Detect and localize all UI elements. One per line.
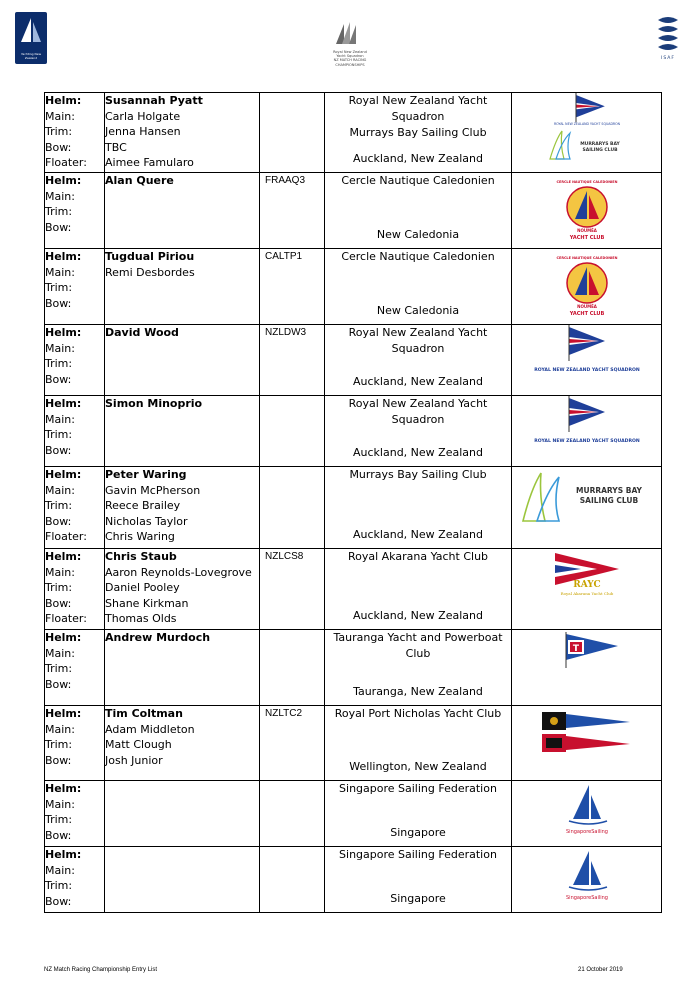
role-label: Helm: bbox=[45, 468, 82, 481]
role-label: Main: bbox=[45, 863, 75, 877]
cnc-logo bbox=[555, 173, 619, 243]
right-logo-text: ISAF bbox=[661, 56, 675, 61]
sail-icon bbox=[15, 12, 47, 52]
role-label: Bow: bbox=[45, 220, 72, 234]
names-cell bbox=[105, 781, 260, 847]
role-label: Main: bbox=[45, 722, 75, 736]
rpnyc-logo bbox=[532, 706, 642, 756]
role-label: Trim: bbox=[45, 499, 73, 513]
club-name-line: Murrays Bay Sailing Club bbox=[349, 126, 487, 139]
roles-cell bbox=[45, 847, 105, 913]
sail-code-cell bbox=[260, 396, 325, 467]
crew-name: Gavin McPherson bbox=[105, 483, 201, 497]
crew-name: Chris Staub bbox=[105, 550, 177, 563]
club-name-line: Royal Port Nicholas Yacht Club bbox=[334, 707, 502, 720]
role-label: Main: bbox=[45, 483, 75, 497]
entry-row bbox=[45, 549, 662, 630]
club-cell bbox=[325, 467, 512, 549]
club-location: New Caledonia bbox=[376, 304, 460, 317]
role-label: Trim: bbox=[45, 428, 73, 442]
entry-row bbox=[45, 93, 662, 173]
sail-icon bbox=[523, 473, 545, 521]
role-label: Bow: bbox=[45, 677, 72, 691]
club-location: New Caledonia bbox=[376, 228, 460, 241]
club-name-line: Cercle Nautique Caledonien bbox=[341, 174, 495, 187]
club-cell bbox=[325, 325, 512, 396]
entry-row bbox=[45, 249, 662, 325]
logo-caption: MURRARYS BAY bbox=[575, 486, 642, 495]
role-label: Helm: bbox=[45, 250, 82, 263]
role-label: Main: bbox=[45, 265, 75, 279]
role-label: Helm: bbox=[45, 782, 82, 795]
crew-name: Susannah Pyatt bbox=[105, 94, 203, 107]
sail-code-cell bbox=[260, 173, 325, 249]
murrays-bay-logo bbox=[517, 467, 657, 523]
roles-cell bbox=[45, 781, 105, 847]
center-logo-line: NZ MATCH RACING bbox=[333, 58, 367, 63]
sail-code-cell bbox=[260, 325, 325, 396]
club-name-line: Royal New Zealand Yacht bbox=[348, 397, 488, 410]
role-label: Helm: bbox=[45, 550, 82, 563]
club-logo-cell bbox=[512, 781, 662, 847]
entry-row bbox=[45, 781, 662, 847]
sail-icon bbox=[573, 785, 589, 819]
sail-code: FRAAQ3 bbox=[265, 175, 306, 186]
entry-list-table bbox=[44, 92, 662, 913]
ssf-logo bbox=[557, 781, 617, 837]
role-label: Bow: bbox=[45, 514, 72, 528]
logo-caption: NOUMÉA bbox=[576, 304, 597, 309]
club-name-line: Cercle Nautique Caledonien bbox=[341, 250, 495, 263]
roles-cell bbox=[45, 467, 105, 549]
role-label: Helm: bbox=[45, 326, 82, 339]
rnzys-logo bbox=[527, 396, 647, 446]
names-cell bbox=[105, 706, 260, 781]
crew-name: TBC bbox=[105, 140, 127, 154]
club-name-line: Tauranga Yacht and Powerboat bbox=[333, 631, 503, 644]
role-label: Bow: bbox=[45, 372, 72, 386]
club-location: Wellington, New Zealand bbox=[349, 760, 487, 773]
club-name-line: Squadron bbox=[391, 342, 445, 355]
logo-caption: SAILING CLUB bbox=[579, 496, 638, 505]
entry-row bbox=[45, 467, 662, 549]
role-label: Main: bbox=[45, 797, 75, 811]
club-location: Auckland, New Zealand bbox=[353, 375, 483, 388]
roles-cell bbox=[45, 173, 105, 249]
crew-name: Josh Junior bbox=[105, 753, 163, 767]
role-label: Helm: bbox=[45, 707, 82, 720]
role-label: Floater: bbox=[45, 530, 87, 544]
roles-cell bbox=[45, 325, 105, 396]
rnzys-logo bbox=[527, 325, 647, 375]
club-logo-cell bbox=[512, 249, 662, 325]
center-logo-line: CHAMPIONSHIPS bbox=[335, 62, 365, 67]
sail-code: NZLCS8 bbox=[265, 551, 304, 562]
logo-caption: YACHT CLUB bbox=[569, 311, 604, 317]
crown-icon bbox=[550, 717, 558, 725]
burgee-icon bbox=[566, 714, 630, 728]
sail-code-cell bbox=[260, 847, 325, 913]
sail-code: NZLDW3 bbox=[265, 327, 307, 338]
crew-name: Thomas Olds bbox=[105, 612, 177, 626]
role-label: Trim: bbox=[45, 281, 73, 295]
logo-caption: YACHT CLUB bbox=[569, 235, 604, 241]
role-label: Main: bbox=[45, 189, 75, 203]
crew-name: Simon Minoprio bbox=[105, 397, 203, 410]
club-logo-cell bbox=[512, 549, 662, 630]
club-name-line: Royal New Zealand Yacht bbox=[348, 94, 488, 107]
sails-icon bbox=[330, 22, 370, 46]
role-label: Floater: bbox=[45, 156, 87, 170]
entry-row bbox=[45, 396, 662, 467]
footer-title: NZ Match Racing Championship Entry List bbox=[44, 967, 158, 973]
cnc-logo bbox=[555, 249, 619, 319]
crew-name: Aimee Famularo bbox=[105, 156, 194, 170]
crew-name: Jenna Hansen bbox=[105, 125, 181, 139]
role-label: Floater: bbox=[45, 612, 87, 626]
role-label: Trim: bbox=[45, 879, 73, 893]
club-name-line: Squadron bbox=[391, 110, 445, 123]
role-label: Bow: bbox=[45, 596, 72, 610]
role-label: Main: bbox=[45, 341, 75, 355]
club-logo-cell bbox=[512, 325, 662, 396]
role-label: Helm: bbox=[45, 94, 82, 107]
names-cell bbox=[105, 249, 260, 325]
crew-name: Remi Desbordes bbox=[105, 265, 195, 279]
crew-name: Matt Clough bbox=[105, 738, 172, 752]
sail-code: CALTP1 bbox=[265, 251, 303, 262]
sail-icon bbox=[573, 851, 589, 885]
club-name-line: Club bbox=[405, 647, 431, 660]
club-name-line: Murrays Bay Sailing Club bbox=[349, 468, 487, 481]
crew-name: Chris Waring bbox=[105, 530, 175, 544]
role-label: Trim: bbox=[45, 662, 73, 676]
rayc-logo bbox=[547, 549, 627, 601]
club-location: Auckland, New Zealand bbox=[353, 528, 483, 541]
logo-caption: CERCLE NAUTIQUE CALEDONIEN bbox=[556, 256, 617, 260]
club-cell bbox=[325, 249, 512, 325]
club-logo-cell bbox=[512, 706, 662, 781]
role-label: Bow: bbox=[45, 828, 72, 842]
role-label: Bow: bbox=[45, 753, 72, 767]
crew-name: Tugdual Piriou bbox=[105, 250, 195, 263]
roles-cell bbox=[45, 249, 105, 325]
role-label: Helm: bbox=[45, 848, 82, 861]
club-cell bbox=[325, 630, 512, 706]
club-cell bbox=[325, 549, 512, 630]
club-name-line: Squadron bbox=[391, 413, 445, 426]
isaf-waves-icon bbox=[650, 12, 686, 52]
role-label: Bow: bbox=[45, 140, 72, 154]
roles-cell bbox=[45, 706, 105, 781]
crew-name: Adam Middleton bbox=[105, 722, 195, 736]
club-logo-cell bbox=[512, 467, 662, 549]
crew-name: Reece Brailey bbox=[105, 499, 181, 513]
role-label: Bow: bbox=[45, 443, 72, 457]
logo-caption: Royal Akarana Yacht Club bbox=[560, 591, 613, 596]
club-cell bbox=[325, 93, 512, 173]
club-location: Auckland, New Zealand bbox=[353, 446, 483, 459]
roles-cell bbox=[45, 396, 105, 467]
club-cell bbox=[325, 396, 512, 467]
crew-name: Nicholas Taylor bbox=[105, 514, 188, 528]
club-cell bbox=[325, 847, 512, 913]
club-name-line: Royal New Zealand Yacht bbox=[348, 326, 488, 339]
club-name-line: Royal Akarana Yacht Club bbox=[347, 550, 489, 563]
logo-caption: T bbox=[572, 644, 579, 654]
entry-row bbox=[45, 325, 662, 396]
club-logo-cell bbox=[512, 396, 662, 467]
club-cell bbox=[325, 781, 512, 847]
club-logo-cell bbox=[512, 630, 662, 706]
names-cell bbox=[105, 173, 260, 249]
logo-caption: MURRARYS BAY bbox=[579, 142, 620, 147]
sail-code-cell bbox=[260, 467, 325, 549]
role-label: Main: bbox=[45, 109, 75, 123]
club-cell bbox=[325, 706, 512, 781]
names-cell bbox=[105, 325, 260, 396]
roles-cell bbox=[45, 549, 105, 630]
names-cell bbox=[105, 467, 260, 549]
entry-row bbox=[45, 173, 662, 249]
club-logo-cell bbox=[512, 847, 662, 913]
sail-code-cell bbox=[260, 93, 325, 173]
club-location: Auckland, New Zealand bbox=[353, 609, 483, 622]
club-cell bbox=[325, 173, 512, 249]
club-name-line: Singapore Sailing Federation bbox=[339, 782, 497, 795]
logo-caption: ROYAL NEW ZEALAND YACHT SQUADRON bbox=[533, 368, 640, 373]
crew-name: Peter Waring bbox=[105, 468, 187, 481]
center-logo-line: Yacht Squadron bbox=[336, 54, 364, 59]
crew-name: Tim Coltman bbox=[105, 707, 183, 720]
sail-code-cell bbox=[260, 781, 325, 847]
role-label: Trim: bbox=[45, 813, 73, 827]
crew-name: Alan Quere bbox=[105, 174, 174, 187]
match-racing-logo bbox=[330, 22, 370, 74]
club-location: Tauranga, New Zealand bbox=[353, 685, 483, 698]
crew-name: Andrew Murdoch bbox=[105, 631, 211, 644]
logo-caption: SingaporeSailing bbox=[565, 829, 608, 835]
crew-name: Shane Kirkman bbox=[105, 596, 189, 610]
left-logo-text: Yachting New Zealand bbox=[20, 52, 42, 60]
logo-caption: SAILING CLUB bbox=[581, 148, 618, 153]
role-label: Trim: bbox=[45, 205, 73, 219]
club-logo-cell bbox=[512, 173, 662, 249]
role-label: Main: bbox=[45, 646, 75, 660]
club-location: Singapore bbox=[390, 892, 446, 905]
sail-code: NZLTC2 bbox=[265, 708, 303, 719]
crew-name: Daniel Pooley bbox=[105, 581, 180, 595]
role-label: Trim: bbox=[45, 357, 73, 371]
logo-caption: NOUMÉA bbox=[576, 228, 597, 233]
sail-code-cell bbox=[260, 706, 325, 781]
role-label: Bow: bbox=[45, 296, 72, 310]
crew-name: Carla Holgate bbox=[105, 109, 181, 123]
role-label: Helm: bbox=[45, 397, 82, 410]
crew-name: Aaron Reynolds-Lovegrove bbox=[105, 565, 252, 579]
tauranga-logo bbox=[552, 630, 622, 670]
names-cell bbox=[105, 93, 260, 173]
names-cell bbox=[105, 847, 260, 913]
sail-code-cell bbox=[260, 249, 325, 325]
club-location: Auckland, New Zealand bbox=[353, 152, 483, 165]
sail-code-cell bbox=[260, 549, 325, 630]
role-label: Helm: bbox=[45, 631, 82, 644]
logo-caption: ROYAL NEW ZEALAND YACHT SQUADRON bbox=[533, 439, 640, 444]
logo-caption: ROYAL NEW ZEALAND YACHT SQUADRON bbox=[553, 122, 620, 126]
roles-cell bbox=[45, 630, 105, 706]
role-label: Trim: bbox=[45, 738, 73, 752]
logo-caption: SingaporeSailing bbox=[565, 895, 608, 901]
names-cell bbox=[105, 630, 260, 706]
center-logo-line: Royal New Zealand bbox=[333, 50, 367, 54]
ssf-logo bbox=[557, 847, 617, 903]
role-label: Main: bbox=[45, 412, 75, 426]
isaf-logo bbox=[650, 12, 686, 64]
crew-name: David Wood bbox=[105, 326, 179, 339]
logo-caption: CERCLE NAUTIQUE CALEDONIEN bbox=[556, 180, 617, 184]
entry-row bbox=[45, 706, 662, 781]
names-cell bbox=[105, 396, 260, 467]
role-label: Trim: bbox=[45, 125, 73, 139]
logo-caption: RAYC bbox=[572, 580, 601, 590]
names-cell bbox=[105, 549, 260, 630]
role-label: Bow: bbox=[45, 894, 72, 908]
yachting-nz-logo bbox=[15, 12, 47, 64]
entry-row bbox=[45, 630, 662, 706]
roles-cell bbox=[45, 93, 105, 173]
club-name-line: Singapore Sailing Federation bbox=[339, 848, 497, 861]
footer-date: 21 October 2019 bbox=[578, 967, 623, 973]
entry-row bbox=[45, 847, 662, 913]
role-label: Main: bbox=[45, 565, 75, 579]
club-logo-cell bbox=[512, 93, 662, 173]
role-label: Helm: bbox=[45, 174, 82, 187]
rnzys-murrays-logo bbox=[542, 93, 632, 163]
sail-code-cell bbox=[260, 630, 325, 706]
club-location: Singapore bbox=[390, 826, 446, 839]
role-label: Trim: bbox=[45, 581, 73, 595]
